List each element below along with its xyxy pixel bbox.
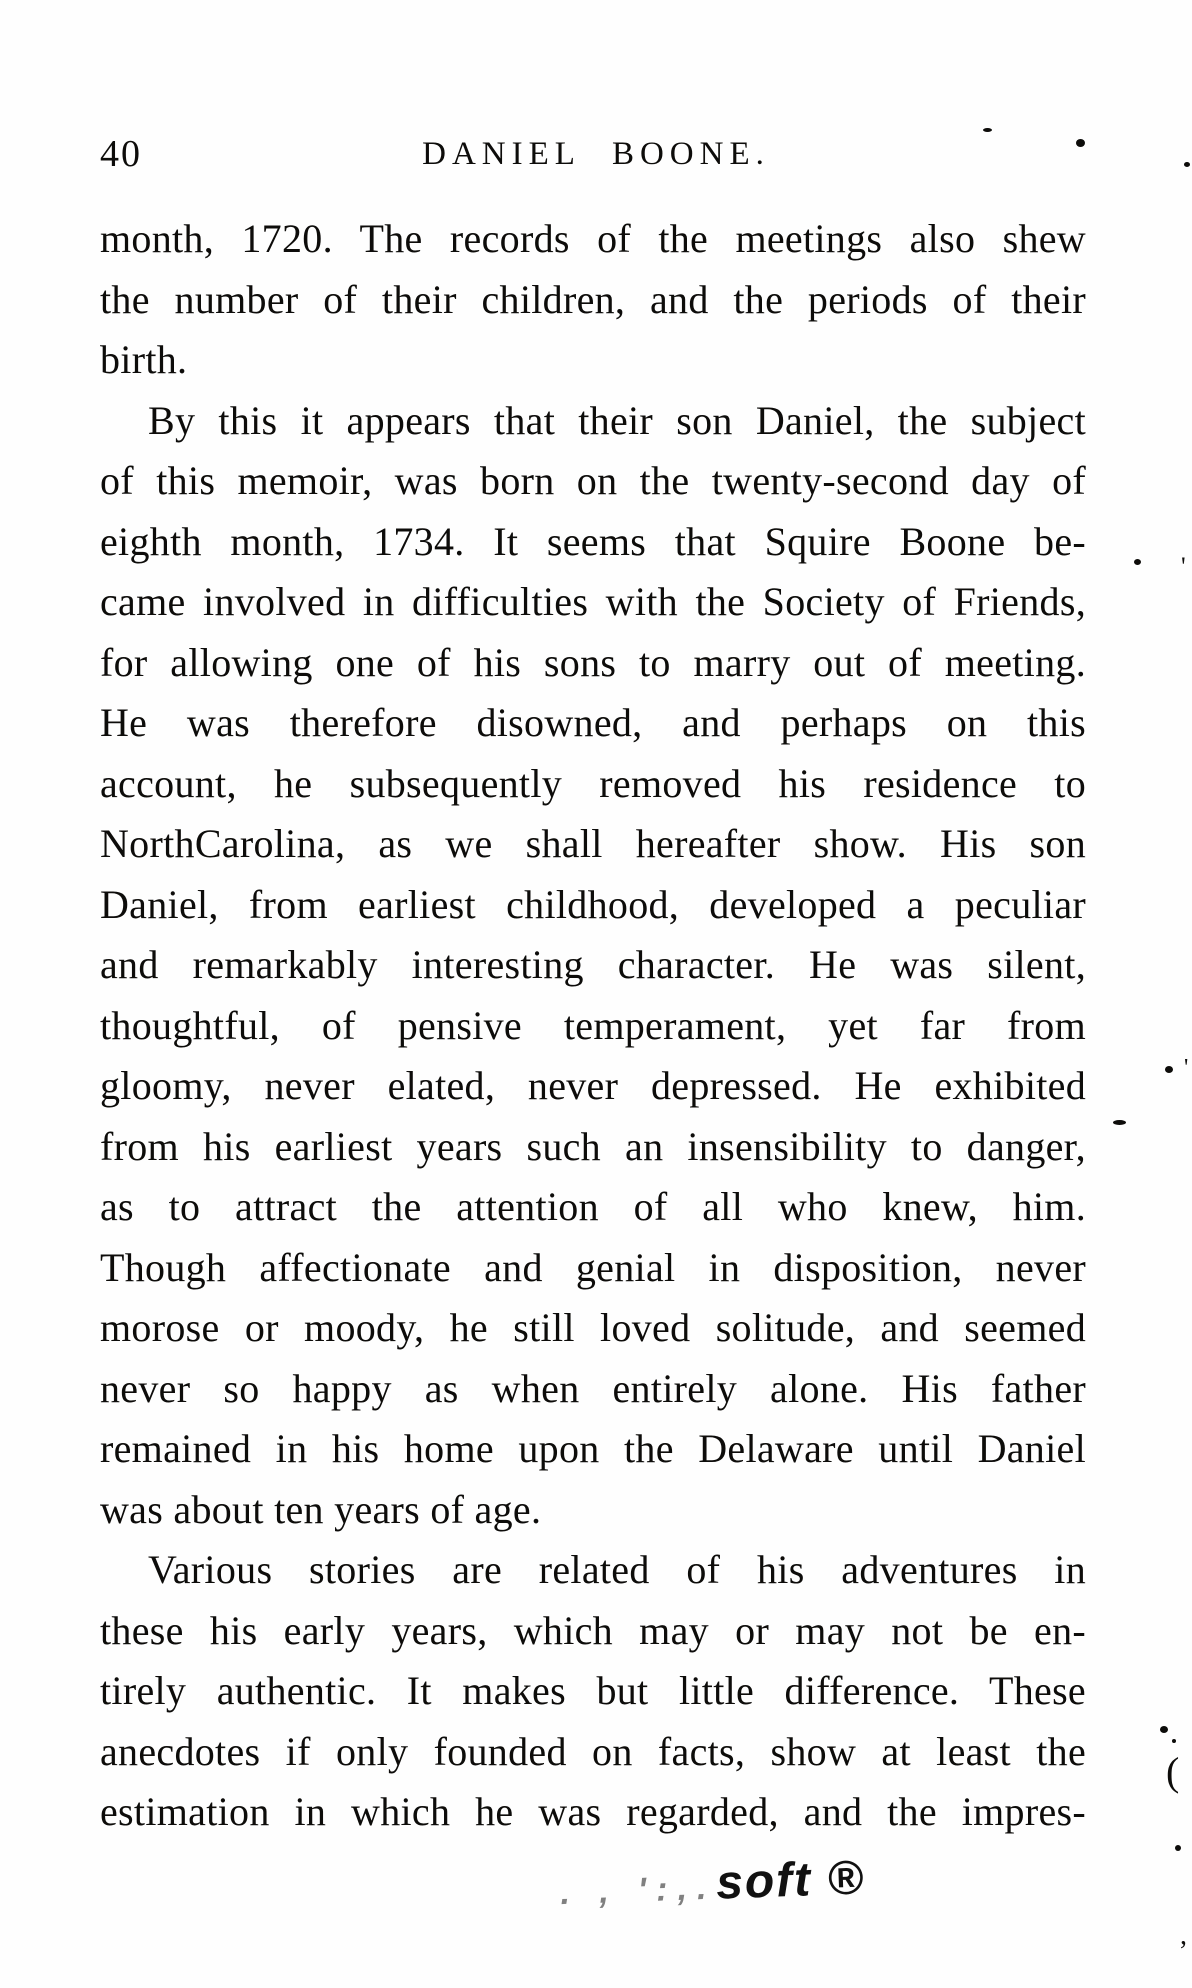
scan-speck (1113, 1120, 1126, 1125)
watermark-text: soft ® (715, 1851, 866, 1910)
text-line: month, 1720. The records of the meetings also shew (100, 216, 1086, 261)
text-line: morose or moody, he still loved solitude, and seemed (100, 1305, 1086, 1350)
watermark-faded-prefix: . , ':,. (559, 1868, 717, 1913)
text-line: was about ten years of age. (100, 1486, 542, 1532)
text-line: thoughtful, of pensive temperament, yet far from (100, 1002, 1086, 1048)
text-line: estimation in which he was regarded, and the impres- (100, 1789, 1086, 1834)
scan-speck (1076, 139, 1085, 147)
text-line: of this memoir, was born on the twenty-second day of (100, 458, 1086, 503)
scan-speck (1175, 1845, 1181, 1851)
text-line: from his earliest years such an insensibility to danger, (100, 1123, 1086, 1169)
scan-speck (1134, 559, 1141, 565)
page-number: 40 (100, 133, 142, 175)
text-line: NorthCarolina, as we shall hereafter show. His son (100, 821, 1086, 866)
text-line: Daniel, from earliest childhood, developed a peculiar (100, 881, 1086, 927)
scan-speck (1172, 1739, 1176, 1743)
text-line: never so happy as when entirely alone. His father (100, 1365, 1086, 1411)
text-line: birth. (100, 337, 188, 382)
ink-mark: , (1180, 1920, 1187, 1951)
text-line: He was therefore disowned, and perhaps on this (100, 700, 1086, 745)
text-line: the number of their children, and the periods of their (100, 276, 1086, 322)
text-line: tirely authentic. It makes but little difference. These (100, 1668, 1086, 1713)
text-line: came involved in difficulties with the Society of Friends, (100, 579, 1086, 624)
text-line: gloomy, never elated, never depressed. He exhibited (100, 1063, 1086, 1108)
text-line: these his early years, which may or may not be en- (100, 1607, 1086, 1653)
text-line: remained in his home upon the Delaware until Daniel (100, 1426, 1086, 1471)
text-line: Various stories are related of his adventures in (148, 1547, 1086, 1592)
scan-speck (983, 128, 992, 132)
text-line: for allowing one of his sons to marry out of meeting. (100, 639, 1086, 685)
scan-speck (1165, 1066, 1173, 1073)
scan-speck (1160, 1726, 1168, 1733)
ink-mark: ' (1181, 552, 1186, 581)
ink-mark: ' (1184, 1055, 1189, 1081)
watermark (559, 1843, 1081, 1916)
text-line: eighth month, 1734. It seems that Squire Boone be- (100, 518, 1086, 564)
text-line: account, he subsequently removed his residence to (100, 760, 1086, 806)
text-line: Though affectionate and genial in disposition, never (100, 1244, 1086, 1290)
text-line: as to attract the attention of all who knew, him. (100, 1184, 1086, 1229)
page-header (0, 128, 1192, 176)
running-head: DANIEL BOONE. (422, 136, 770, 172)
scan-speck (1184, 162, 1190, 167)
text-line: anecdotes if only founded on facts, show at least the (100, 1728, 1086, 1774)
text-line: and remarkably interesting character. He was silent, (100, 942, 1086, 987)
ink-mark: ( (1166, 1749, 1180, 1794)
text-line: By this it appears that their son Daniel, the subject (148, 397, 1086, 443)
body-text (100, 209, 1086, 1843)
